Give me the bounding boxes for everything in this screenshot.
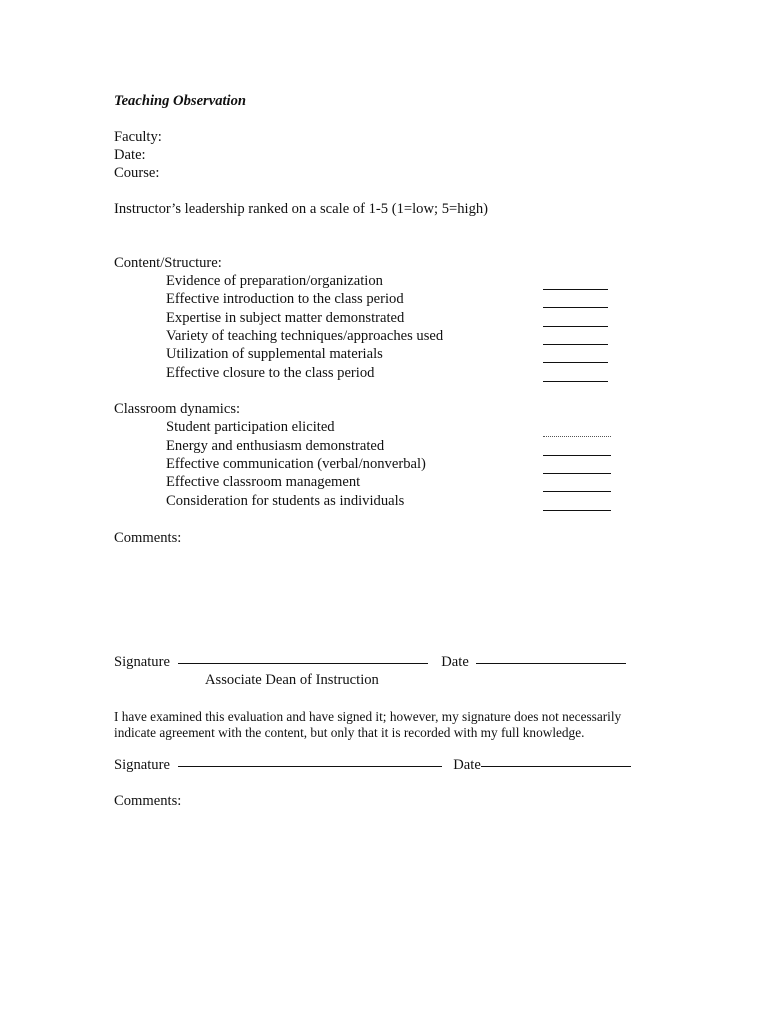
date-label: Date [441, 654, 469, 670]
comments-label: Comments: [114, 530, 182, 546]
rating-blank[interactable] [543, 362, 608, 363]
dean-signature-line[interactable] [178, 663, 428, 664]
rating-blank[interactable] [543, 436, 611, 437]
rating-blank[interactable] [543, 510, 611, 511]
rating-blank[interactable] [543, 491, 611, 492]
signature-label: Signature [114, 757, 170, 773]
rating-blank[interactable] [543, 307, 608, 308]
criterion-item: Consideration for students as individuals [166, 493, 405, 509]
rating-blank[interactable] [543, 344, 608, 345]
rating-blank[interactable] [543, 455, 611, 456]
dean-title: Associate Dean of Instruction [205, 672, 379, 688]
signature-label: Signature [114, 654, 170, 670]
dean-date-line[interactable] [476, 663, 626, 664]
date-label: Date: [114, 147, 146, 163]
page-title: Teaching Observation [114, 93, 247, 109]
criterion-item: Effective communication (verbal/nonverbal) [166, 456, 426, 472]
criterion-item: Expertise in subject matter demonstrated [166, 310, 405, 326]
criterion-item: Evidence of preparation/organization [166, 273, 383, 289]
rating-blank[interactable] [543, 326, 608, 327]
criterion-item: Student participation elicited [166, 419, 335, 435]
rating-blank[interactable] [543, 289, 608, 290]
rating-blank[interactable] [543, 473, 611, 474]
faculty-date-line[interactable] [481, 766, 631, 767]
course-label: Course: [114, 165, 160, 181]
content-structure-heading: Content/Structure: [114, 255, 222, 271]
final-comments-label: Comments: [114, 793, 182, 809]
classroom-dynamics-heading: Classroom dynamics: [114, 401, 241, 417]
criterion-item: Effective classroom management [166, 474, 361, 490]
rating-blank[interactable] [543, 381, 608, 382]
faculty-label: Faculty: [114, 129, 162, 145]
scale-instruction: Instructor’s leadership ranked on a scale of 1-5 (1=low; 5=high) [114, 201, 489, 217]
criterion-item: Variety of teaching techniques/approaches used [166, 328, 444, 344]
criterion-item: Utilization of supplemental materials [166, 346, 383, 362]
acknowledgement-line-1: I have examined this evaluation and have signed it; however, my signature does not necessarily [114, 709, 622, 724]
dean-signature-row [114, 653, 626, 671]
faculty-signature-line[interactable] [178, 766, 442, 767]
criterion-item: Effective introduction to the class period [166, 291, 404, 307]
criterion-item: Energy and enthusiasm demonstrated [166, 438, 385, 454]
criterion-item: Effective closure to the class period [166, 365, 375, 381]
faculty-signature-row [114, 756, 631, 774]
date-label: Date [453, 757, 481, 773]
acknowledgement-line-2: indicate agreement with the content, but only that it is recorded with my full knowledge. [114, 725, 585, 740]
